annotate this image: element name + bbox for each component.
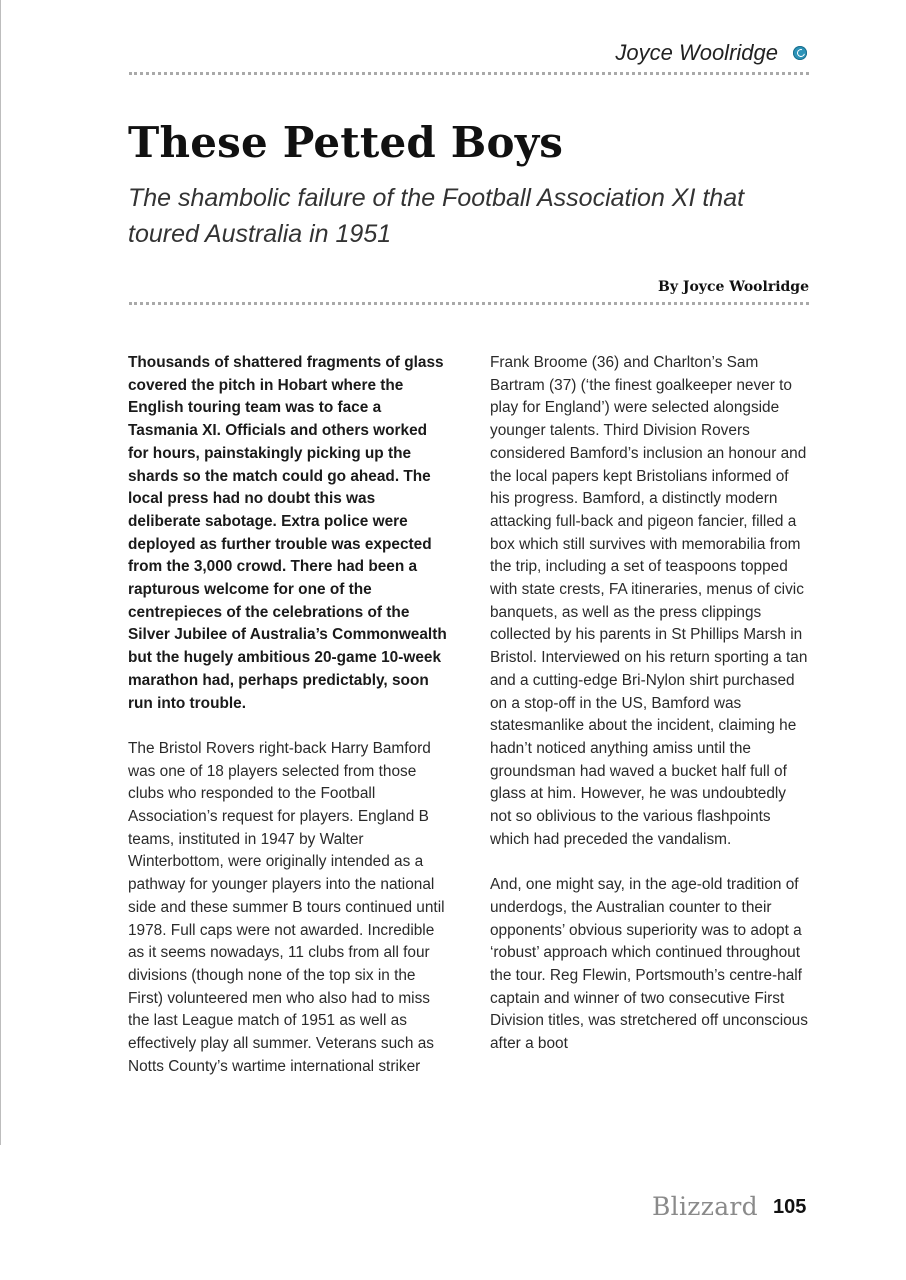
article-subtitle: The shambolic failure of the Football Association XI that toured Australia in 1951 [128,184,745,248]
title-divider [129,302,809,305]
running-author: Joyce Woolridge [615,40,778,65]
body-paragraph: And, one might say, in the age-old tradition of underdogs, the Australian counter to their opponents’ obvious superiority was to adopt a ‘robust’ approach which continued throughout the tour. Reg Flewin, Portsmouth’s centre-half captain and winner of two consecutive First Division titles, was stretchered off unconscious after a boot [490,876,808,1053]
lead-paragraph: Thousands of shattered fragments of glass covered the pitch in Hobart where the English touring team was to face a Tasmania XI. Officials and others worked for hours, painstakingly picking up the shards so the match could go ahead. The local press had no doubt this was deliberate sabotage. Extra police were deployed as further trouble was expected from the 3,000 crowd. There had been a rapturous welcome for one of the centrepieces of the celebrations of the Silver Jubilee of Australia’s Commonwealth but the hugely ambitious 20-game 10-week marathon had, perhaps predictably, soon run into trouble. [128,354,447,712]
body-paragraph: Frank Broome (36) and Charlton’s Sam Bartram (37) (‘the finest goalkeeper never to play for England’) were selected alongside younger talents. Third Division Rovers considered Bamford’s inclusion an honour and the local papers kept Bristolians informed of his progress. Bamford, a distinctly modern attacking full-back and pigeon fancier, filled a box which still survives with memorabilia from the trip, including a set of teaspoons topped with state crests, FA itineraries, menus of civic banquets, as well as the press clippings collected by his parents in St Phillips Marsh in Bristol. Interviewed on his return sporting a tan and a cutting-edge Bri-Nylon shirt purchased on a stop-off in the US, Bamford was statesmanlike about the incident, claiming he hadn’t noticed anything amiss until the groundsman had waved a bucket half full of glass at him. However, he was undoubtedly not so oblivious to the various flashpoints which had preceded the vandalism. [490,354,808,848]
page-number: 105 [773,1196,807,1218]
blizzard-roundel-icon [793,46,807,60]
article-byline: By Joyce Woolridge [658,279,809,295]
text-column-right [490,352,810,1056]
body-paragraph: The Bristol Rovers right-back Harry Bamford was one of 18 players selected from those clubs who responded to the Football Association’s request for players. England B teams, instituted in 1947 by Walter Winterbottom, were originally intended as a pathway for younger players into the national side and these summer B tours continued until 1978. Full caps were not awarded. Incredible as it seems nowadays, 11 clubs from all four divisions (though none of the top six in the First) volunteered men who also had to miss the last League match of 1951 as well as effectively play all summer. Veterans such as Notts County’s wartime international striker [128,739,445,1075]
footer-brand: Blizzard [652,1192,758,1221]
text-column-left [128,352,448,1078]
page-edge-rule [0,0,1,1145]
header-divider [129,72,809,75]
article-title: These Petted Boys [128,118,564,167]
